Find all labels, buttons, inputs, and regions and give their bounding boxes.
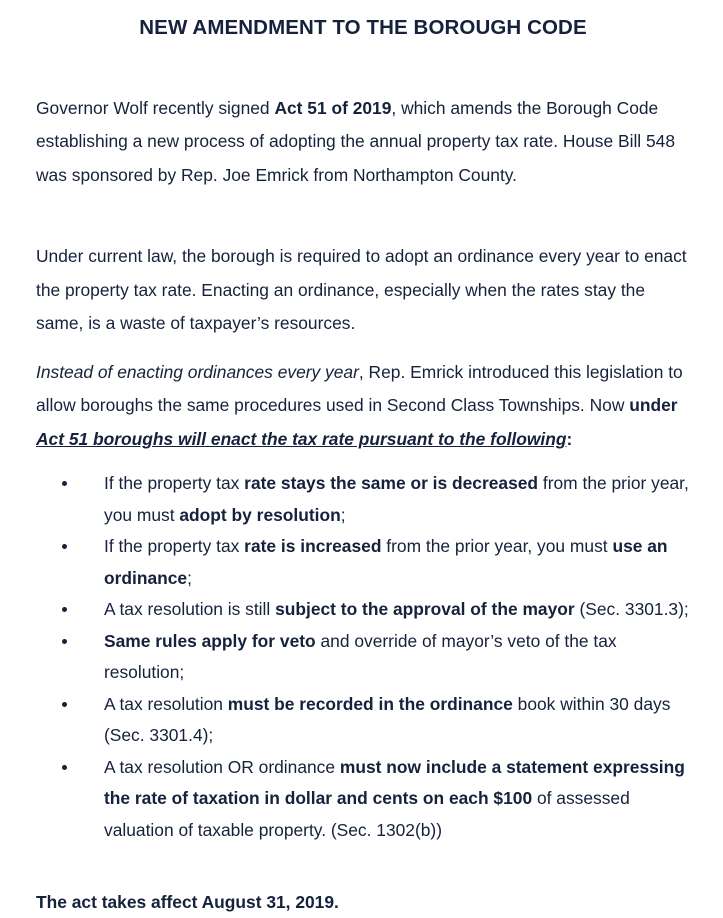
instead-middle-text: , Rep. Emrick introduced this legislation to allow boroughs the same procedures used in Second Class Townships. Now [36, 361, 683, 416]
list-item [62, 689, 690, 752]
bullet-text: A tax resolution [104, 693, 228, 714]
page-title: NEW AMENDMENT TO THE BOROUGH CODE [139, 16, 587, 39]
bullet-text: from the prior year, you must [381, 536, 613, 557]
bullet-emphasis: rate stays the same or is decreased [244, 473, 539, 494]
bullet-text: A tax resolution is still [104, 599, 276, 620]
list-item [62, 468, 690, 531]
bullet-text: of assessed valuation of taxable property. (Sec. 1302(b)) [104, 788, 630, 840]
bullet-text: ; [187, 567, 192, 588]
bullet-emphasis: Same rules apply for veto [104, 630, 316, 651]
paragraph-intro [36, 92, 690, 193]
bullet-text: from the prior year, you must [104, 473, 689, 525]
list-item [62, 531, 690, 594]
bullet-text: If the property tax [104, 536, 245, 557]
current-law-text: Under current law, the borough is required to adopt an ordinance every year to enact the property tax rate. Enacting an ordinance, especially when the rates stay the same, is a waste of taxpayer’s resources. [36, 246, 687, 334]
bullet-emphasis: rate is increased [244, 536, 382, 557]
instead-colon: : [566, 428, 573, 449]
bullet-text: (Sec. 3301.3); [574, 599, 689, 620]
instead-emphasized-clause: Act 51 boroughs will enact the tax rate pursuant to the following [36, 428, 567, 449]
bullet-text: and override of mayor’s veto of the tax resolution; [104, 630, 617, 683]
provisions-list [36, 468, 690, 846]
bullet-emphasis: use an ordinance [104, 536, 668, 588]
paragraph-instead [36, 356, 690, 457]
list-item [62, 594, 690, 626]
intro-act-reference: Act 51 of 2019 [274, 97, 392, 118]
bullet-text: If the property tax [104, 473, 245, 494]
bullet-emphasis: must now include a statement expressing the rate of taxation in dollar and cents on each $100 [104, 756, 685, 809]
paragraph-current-law [36, 240, 690, 341]
bullet-text: A tax resolution OR ordinance [104, 756, 340, 777]
bullet-emphasis: must be recorded in the ordinance [227, 693, 513, 714]
list-item [62, 626, 690, 689]
instead-italic-lead: Instead of enacting ordinances every year [36, 361, 359, 382]
bullet-text: book within 30 days (Sec. 3301.4); [104, 693, 671, 746]
intro-text-part1: Governor Wolf recently signed [36, 97, 275, 118]
closing-statement: The act takes affect August 31, 2019. [36, 892, 339, 913]
intro-text-part2: , which amends the Borough Code establishing a new process of adopting the annual property tax rate. House Bill 548 was sponsored by Rep. Joe Emrick from Northampton County. [36, 97, 676, 185]
list-item [62, 752, 690, 847]
bullet-emphasis: subject to the approval of the mayor [275, 599, 575, 620]
bullet-emphasis: adopt by resolution [179, 504, 341, 525]
instead-bold-under: under [629, 395, 678, 416]
bullet-text: ; [340, 504, 346, 525]
